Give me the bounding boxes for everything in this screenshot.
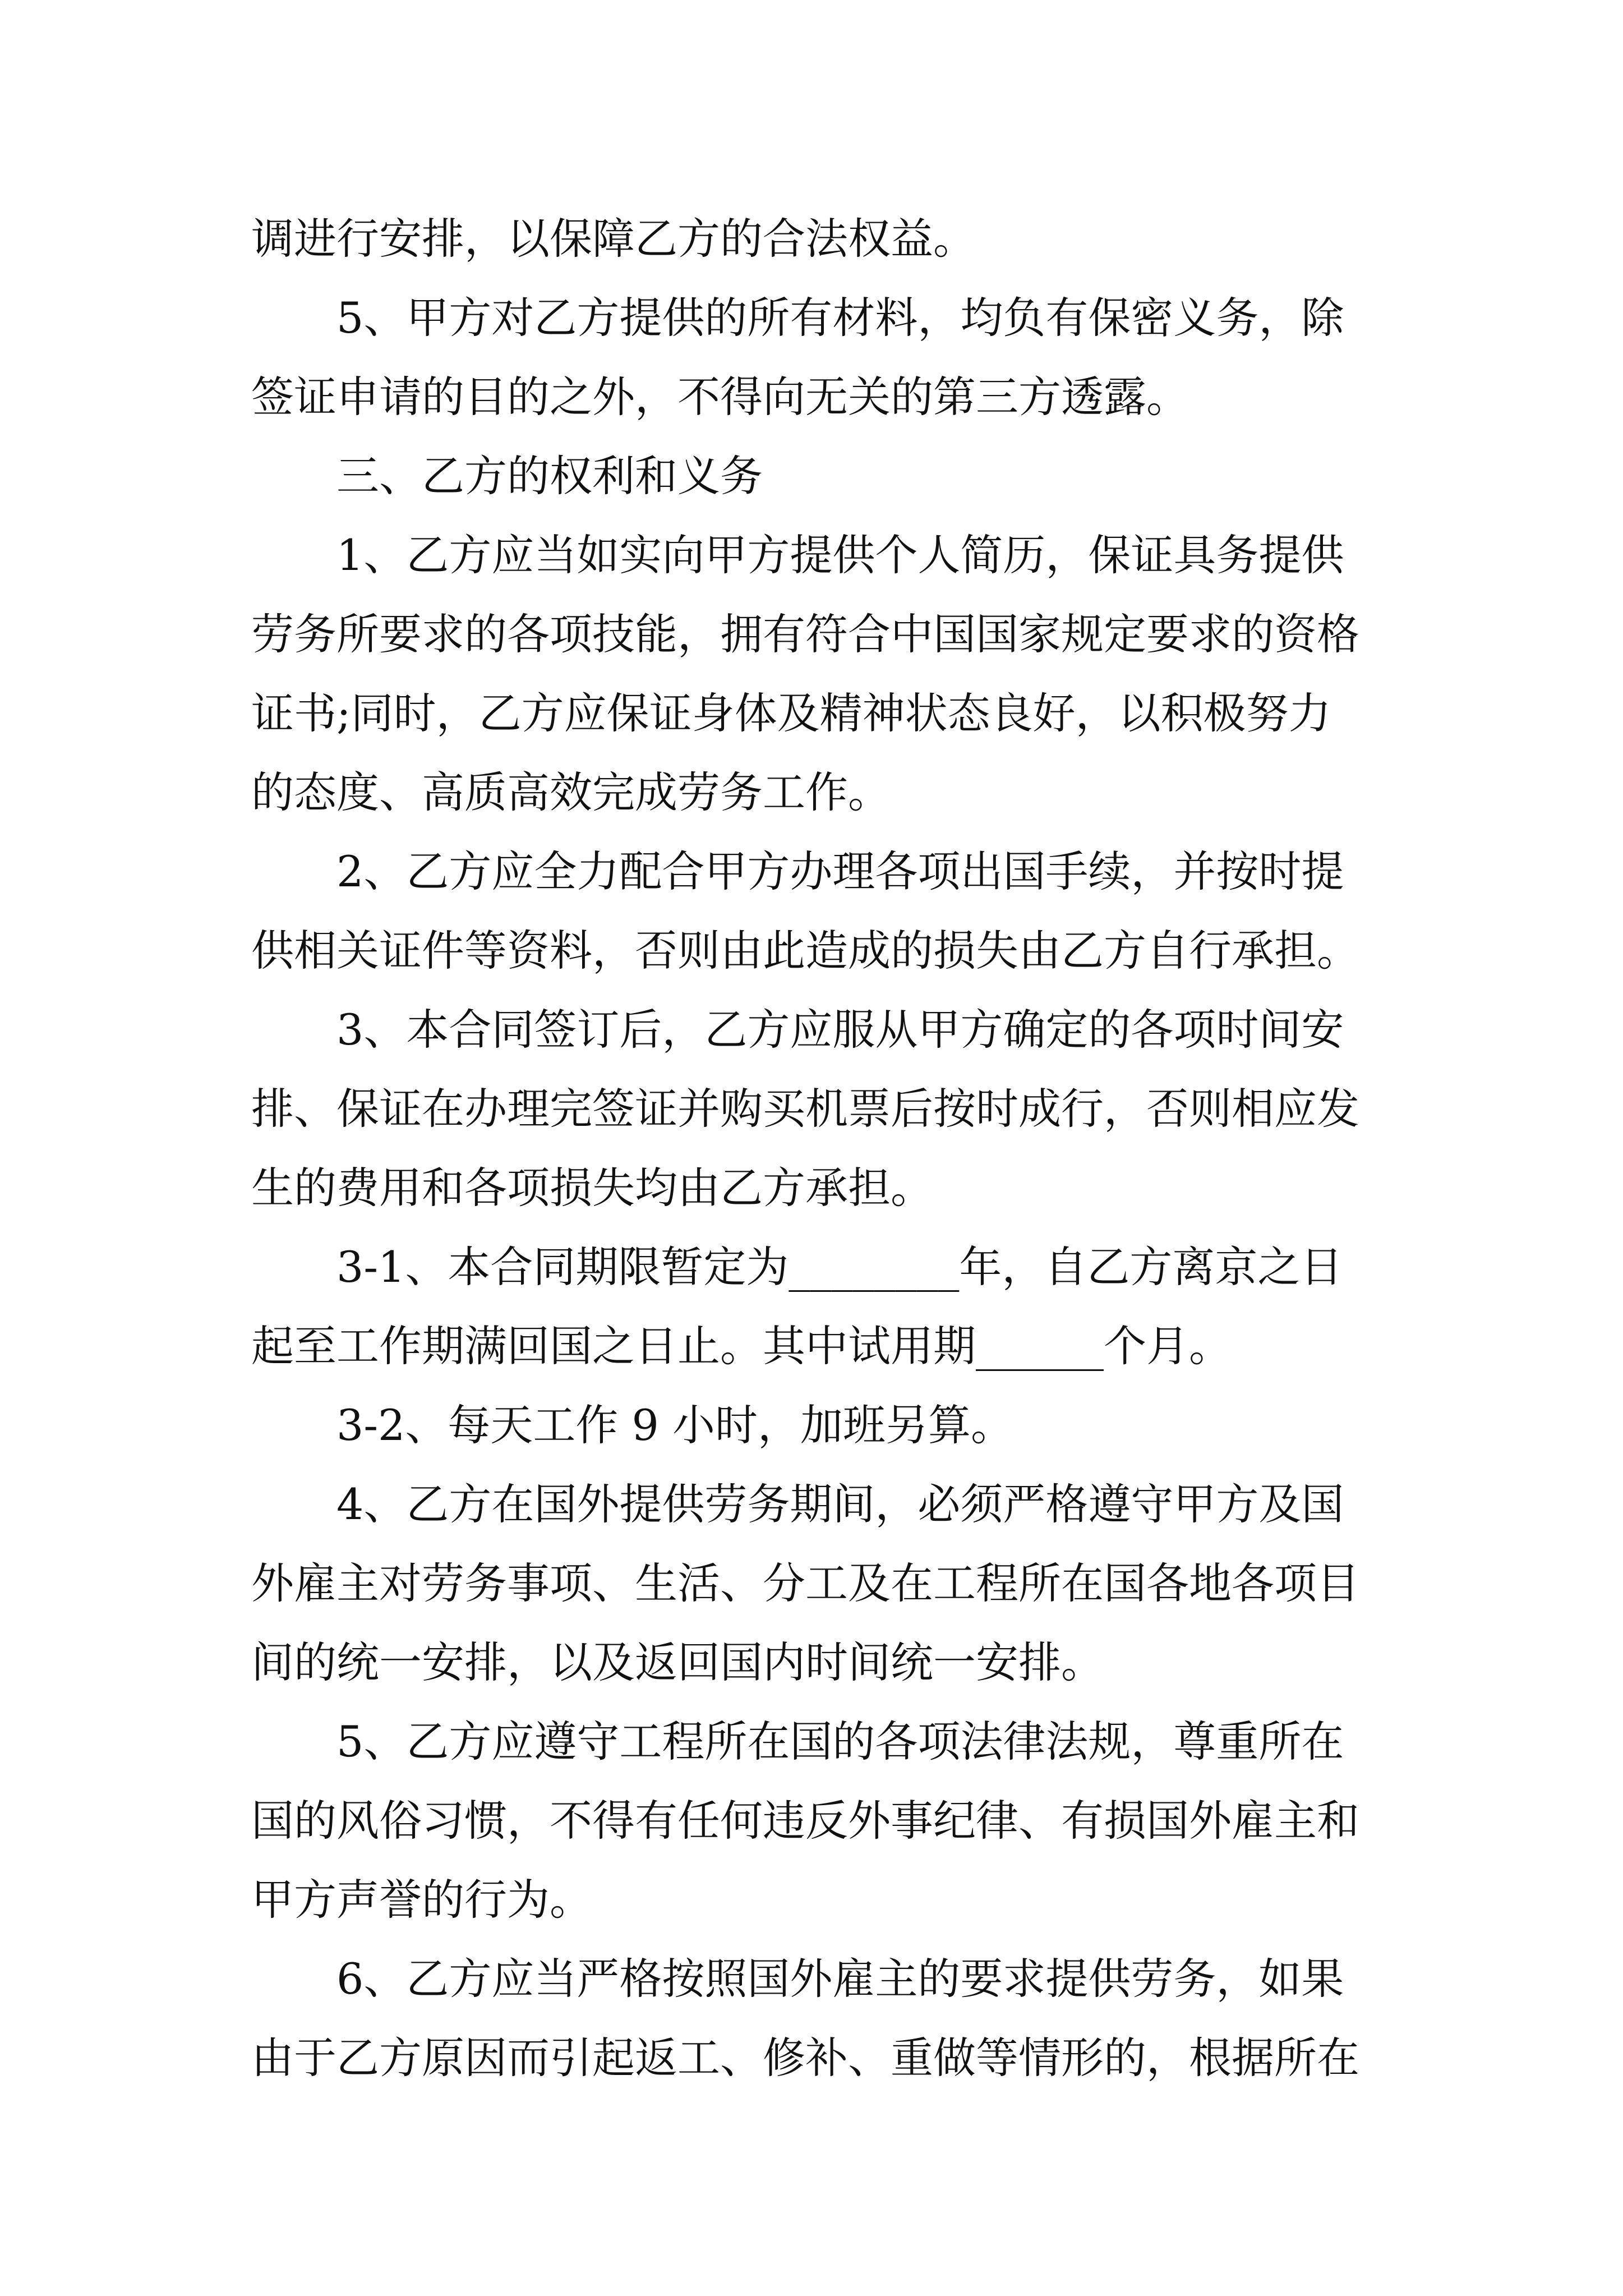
text-line: 3、本合同签订后，乙方应服从甲方确定的各项时间安 bbox=[336, 1005, 1344, 1055]
text-line: 排、保证在办理完签证并购买机票后按时成行，否则相应发 bbox=[251, 1084, 1359, 1134]
text-line: 甲方声誉的行为。 bbox=[251, 1875, 592, 1925]
text-line: 证书;同时，乙方应保证身体及精神状态良好，以积极努力 bbox=[251, 688, 1331, 738]
text-line: 的态度、高质高效完成劳务工作。 bbox=[251, 767, 891, 817]
text-line: 2、乙方应全力配合甲方办理各项出国手续，并按时提 bbox=[336, 846, 1344, 896]
text-line: 签证申请的目的之外，不得向无关的第三方透露。 bbox=[251, 372, 1189, 422]
text-line: 5、甲方对乙方提供的所有材料，均负有保密义务，除 bbox=[336, 293, 1344, 343]
text-line: 三、乙方的权利和义务 bbox=[336, 451, 763, 501]
text-line: 1、乙方应当如实向甲方提供个人简历，保证具务提供 bbox=[336, 530, 1344, 580]
text-line: 5、乙方应遵守工程所在国的各项法律法规，尊重所在 bbox=[336, 1717, 1344, 1766]
text-line: 外雇主对劳务事项、生活、分工及在工程所在国各地各项目 bbox=[251, 1558, 1359, 1608]
text-line: 国的风俗习惯，不得有任何违反外事纪律、有损国外雇主和 bbox=[251, 1796, 1359, 1846]
text-line: 劳务所要求的各项技能，拥有符合中国国家规定要求的资格 bbox=[251, 609, 1359, 659]
contract-body-text bbox=[251, 199, 1401, 2097]
text-line: 3-1、本合同期限暂定为________年，自乙方离京之日 bbox=[336, 1242, 1343, 1292]
text-line: 起至工作期满回国之日止。其中试用期______个月。 bbox=[251, 1321, 1232, 1371]
text-line: 间的统一安排，以及返回国内时间统一安排。 bbox=[251, 1637, 1104, 1687]
text-line: 4、乙方在国外提供劳务期间，必须严格遵守甲方及国 bbox=[336, 1479, 1344, 1529]
text-line: 调进行安排，以保障乙方的合法权益。 bbox=[251, 214, 976, 264]
text-line: 3-2、每天工作 9 小时，加班另算。 bbox=[336, 1400, 1014, 1450]
text-line: 生的费用和各项损失均由乙方承担。 bbox=[251, 1163, 933, 1213]
text-line: 6、乙方应当严格按照国外雇主的要求提供劳务，如果 bbox=[336, 1954, 1344, 2004]
text-line: 由于乙方原因而引起返工、修补、重做等情形的，根据所在 bbox=[251, 2033, 1359, 2083]
text-line: 供相关证件等资料，否则由此造成的损失由乙方自行承担。 bbox=[251, 926, 1359, 976]
